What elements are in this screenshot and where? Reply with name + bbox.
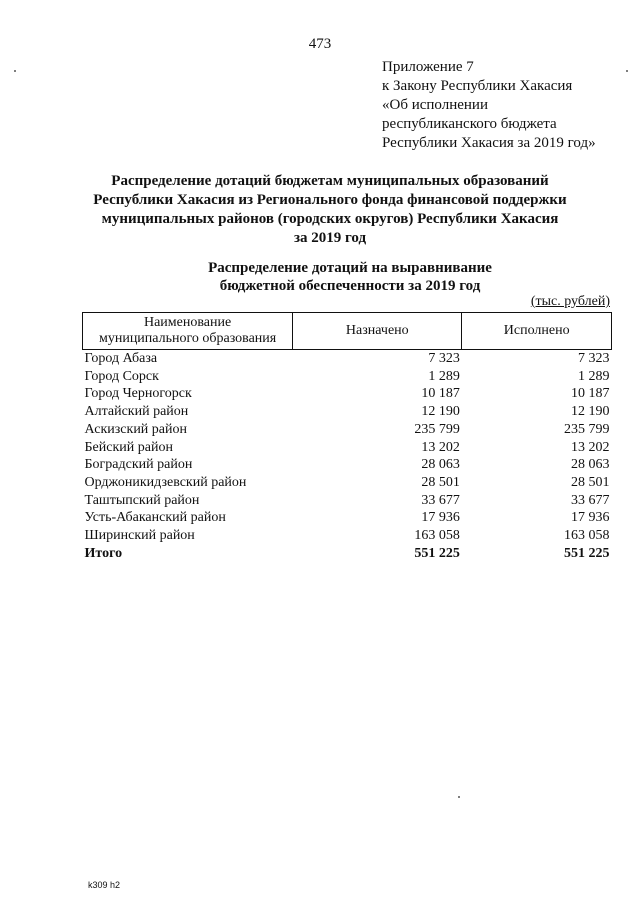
assigned-amount-cell: 7 323: [428, 351, 460, 366]
executed-amount-cell: 28 063: [571, 457, 610, 473]
executed-amount-cell: 1 289: [578, 368, 610, 384]
table-header-row: [83, 313, 612, 350]
municipality-name-cell: Город Сорск: [84, 368, 159, 384]
table-row: [83, 509, 612, 527]
municipality-name-cell: Ширинский район: [84, 528, 195, 544]
assigned-amount-cell: 12 190: [421, 404, 460, 420]
appendix-line: к Закону Республики Хакасия: [382, 78, 573, 94]
column-header-assigned: Назначено: [293, 313, 462, 350]
executed-amount-cell: 235 799: [564, 421, 610, 437]
assigned-amount-cell: 13 202: [421, 439, 460, 455]
header-name-line: Наименование: [143, 315, 232, 330]
table-title: [100, 259, 600, 295]
municipality-name-cell: Боградский район: [84, 457, 193, 473]
page-number: 473: [308, 36, 332, 52]
assigned-amount-cell: 17 936: [421, 510, 460, 526]
title-line: муниципальных районов (городских округов) Республики Хакасия: [101, 211, 559, 227]
municipality-name-cell: Аскизский район: [84, 421, 187, 437]
appendix-line: Приложение 7: [382, 59, 474, 75]
table-row: [83, 456, 612, 474]
municipality-name-cell: Алтайский район: [84, 404, 189, 420]
table-row: [83, 421, 612, 439]
municipality-name-cell: Город Абаза: [84, 351, 158, 366]
table-row: [83, 527, 612, 545]
executed-amount-cell: 7 323: [578, 351, 610, 366]
municipality-name-cell: Таштыпский район: [84, 492, 200, 508]
table-row: [83, 474, 612, 492]
executed-amount-cell: 12 190: [571, 404, 610, 420]
title-line: Республики Хакасия из Регионального фонда финансовой поддержки: [93, 192, 567, 208]
scan-speck: [14, 70, 16, 72]
appendix-reference: [382, 58, 596, 153]
assigned-amount-cell: 10 187: [421, 386, 460, 402]
municipality-name-cell: Усть-Абаканский район: [84, 510, 226, 526]
executed-amount-cell: 17 936: [571, 510, 610, 526]
assigned-amount-cell: 28 063: [421, 457, 460, 473]
municipality-name-cell: Бейский район: [84, 439, 173, 455]
document-title: [60, 172, 600, 248]
municipality-name-cell: Город Черногорск: [84, 386, 192, 402]
table-row: [83, 385, 612, 403]
subtitle-line: Распределение дотаций на выравнивание: [208, 260, 492, 276]
header-name-line: муниципального образования: [98, 331, 277, 346]
table-body: [83, 350, 612, 563]
appendix-line: республиканского бюджета: [382, 116, 557, 132]
column-header-executed: Исполнено: [462, 313, 612, 350]
appendix-line: «Об исполнении: [382, 97, 488, 113]
executed-amount-cell: 10 187: [571, 386, 610, 402]
table-row: [83, 492, 612, 510]
municipality-name-cell: Итого: [84, 545, 123, 561]
executed-amount-cell: 163 058: [564, 528, 610, 544]
assigned-amount-cell: 33 677: [421, 492, 460, 508]
table-row: [83, 368, 612, 386]
assigned-amount-cell: 163 058: [414, 528, 460, 544]
executed-amount-cell: 28 501: [571, 474, 610, 490]
column-header-name: [83, 313, 293, 350]
executed-amount-cell: 13 202: [571, 439, 610, 455]
table-total-row: [83, 545, 612, 563]
subsidies-table: [82, 312, 612, 562]
assigned-amount-cell: 1 289: [428, 368, 460, 384]
scan-speck: [626, 70, 628, 72]
title-line: за 2019 год: [293, 230, 367, 246]
scan-speck: [458, 796, 460, 798]
executed-amount-cell: 551 225: [564, 545, 610, 561]
units-label: (тыс. рублей): [530, 294, 610, 309]
assigned-amount-cell: 551 225: [414, 545, 460, 561]
table-row: [83, 439, 612, 457]
municipality-name-cell: Орджоникидзевский район: [84, 474, 247, 490]
footer-code: k309 h2: [88, 880, 121, 890]
assigned-amount-cell: 235 799: [414, 421, 460, 437]
table-row: [83, 403, 612, 421]
executed-amount-cell: 33 677: [571, 492, 610, 508]
title-line: Распределение дотаций бюджетам муниципальных образований: [111, 173, 549, 189]
appendix-line: Республики Хакасия за 2019 год»: [382, 135, 596, 151]
table-row: [83, 350, 612, 368]
subtitle-line: бюджетной обеспеченности за 2019 год: [219, 278, 481, 294]
assigned-amount-cell: 28 501: [421, 474, 460, 490]
